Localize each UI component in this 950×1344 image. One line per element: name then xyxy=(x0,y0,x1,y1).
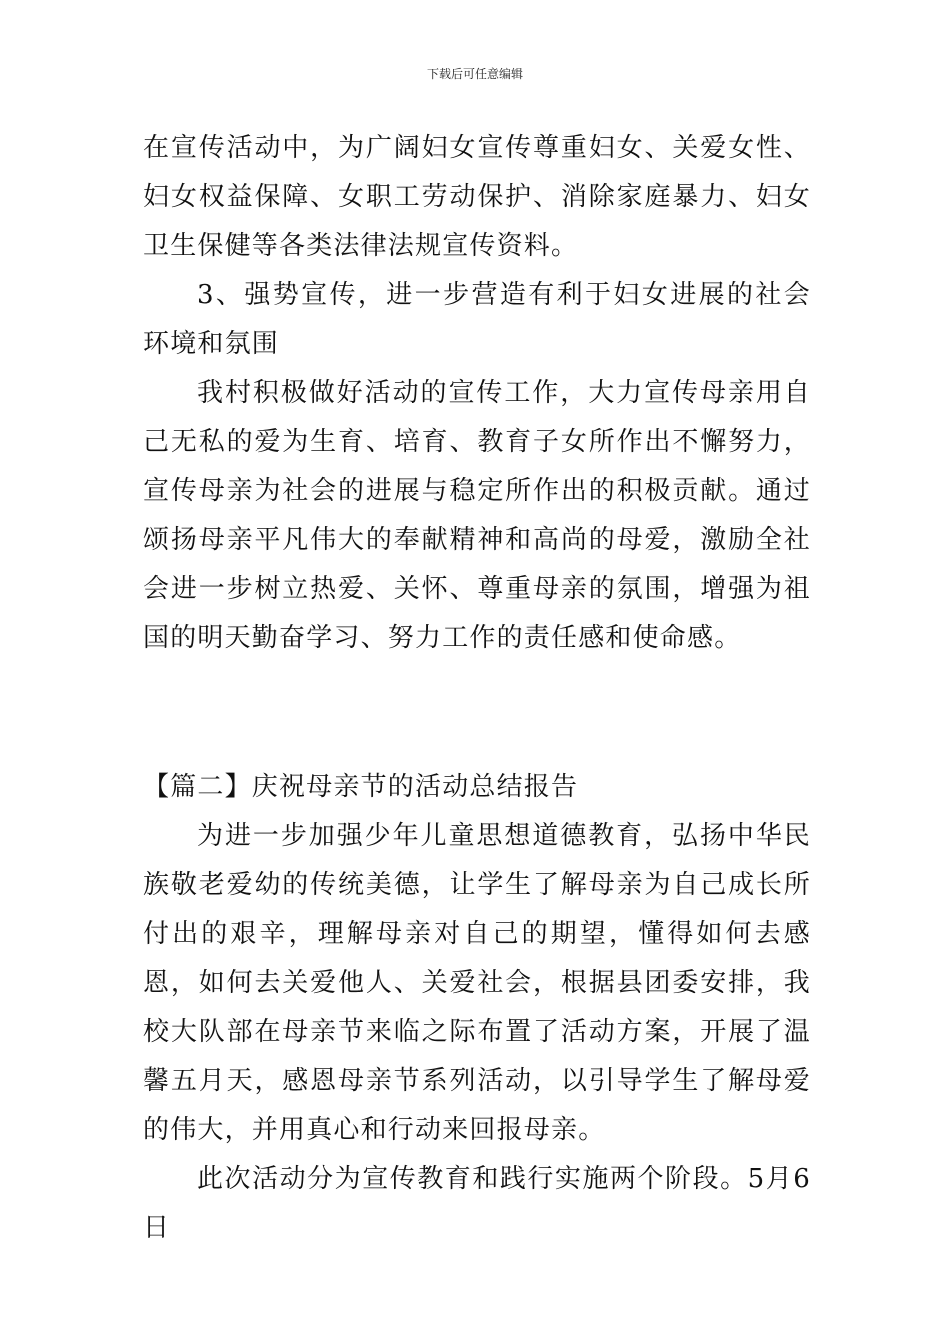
section-spacer xyxy=(143,663,811,763)
paragraph-point-3: 3、强势宣传，进一步营造有利于妇女进展的社会环境和氛围 xyxy=(143,280,811,359)
page-header-note: 下载后可任意编辑 xyxy=(426,67,523,81)
section-heading: 【篇二】庆祝母亲节的活动总结报告 xyxy=(143,772,579,802)
paragraph-activity-purpose: 为进一步加强少年儿童思想道德教育，弘扬中华民族敬老爱幼的传统美德，让学生了解母亲为自己成长所付出的艰辛，理解母亲对自己的期望，懂得如何去感恩，如何去关爱他人、关爱社会，根据县团委安排，我校大队部在母亲节来临之际布置了活动方案，开展了温馨五月天，感恩母亲节系列活动，以引导学生了解母爱的伟大，并用真心和行动来回报母亲。 xyxy=(143,821,811,1145)
paragraph-legal-materials: 在宣传活动中，为广阔妇女宣传尊重妇女、关爱女性、妇女权益保障、女职工劳动保护、消除家庭暴力、妇女卫生保健等各类法律法规宣传资料。 xyxy=(143,133,811,261)
paragraph-activity-phases: 此次活动分为宣传教育和践行实施两个阶段。5月6日 xyxy=(143,1164,811,1243)
document-body xyxy=(143,124,811,1253)
paragraph-village-publicity: 我村积极做好活动的宣传工作，大力宣传母亲用自己无私的爱为生育、培育、教育子女所作出不懈努力，宣传母亲为社会的进展与稳定所作出的积极贡献。通过颂扬母亲平凡伟大的奉献精神和高尚的母爱，激励全社会进一步树立热爱、关怀、尊重母亲的氛围，增强为祖国的明天勤奋学习、努力工作的责任感和使命感。 xyxy=(143,378,811,653)
